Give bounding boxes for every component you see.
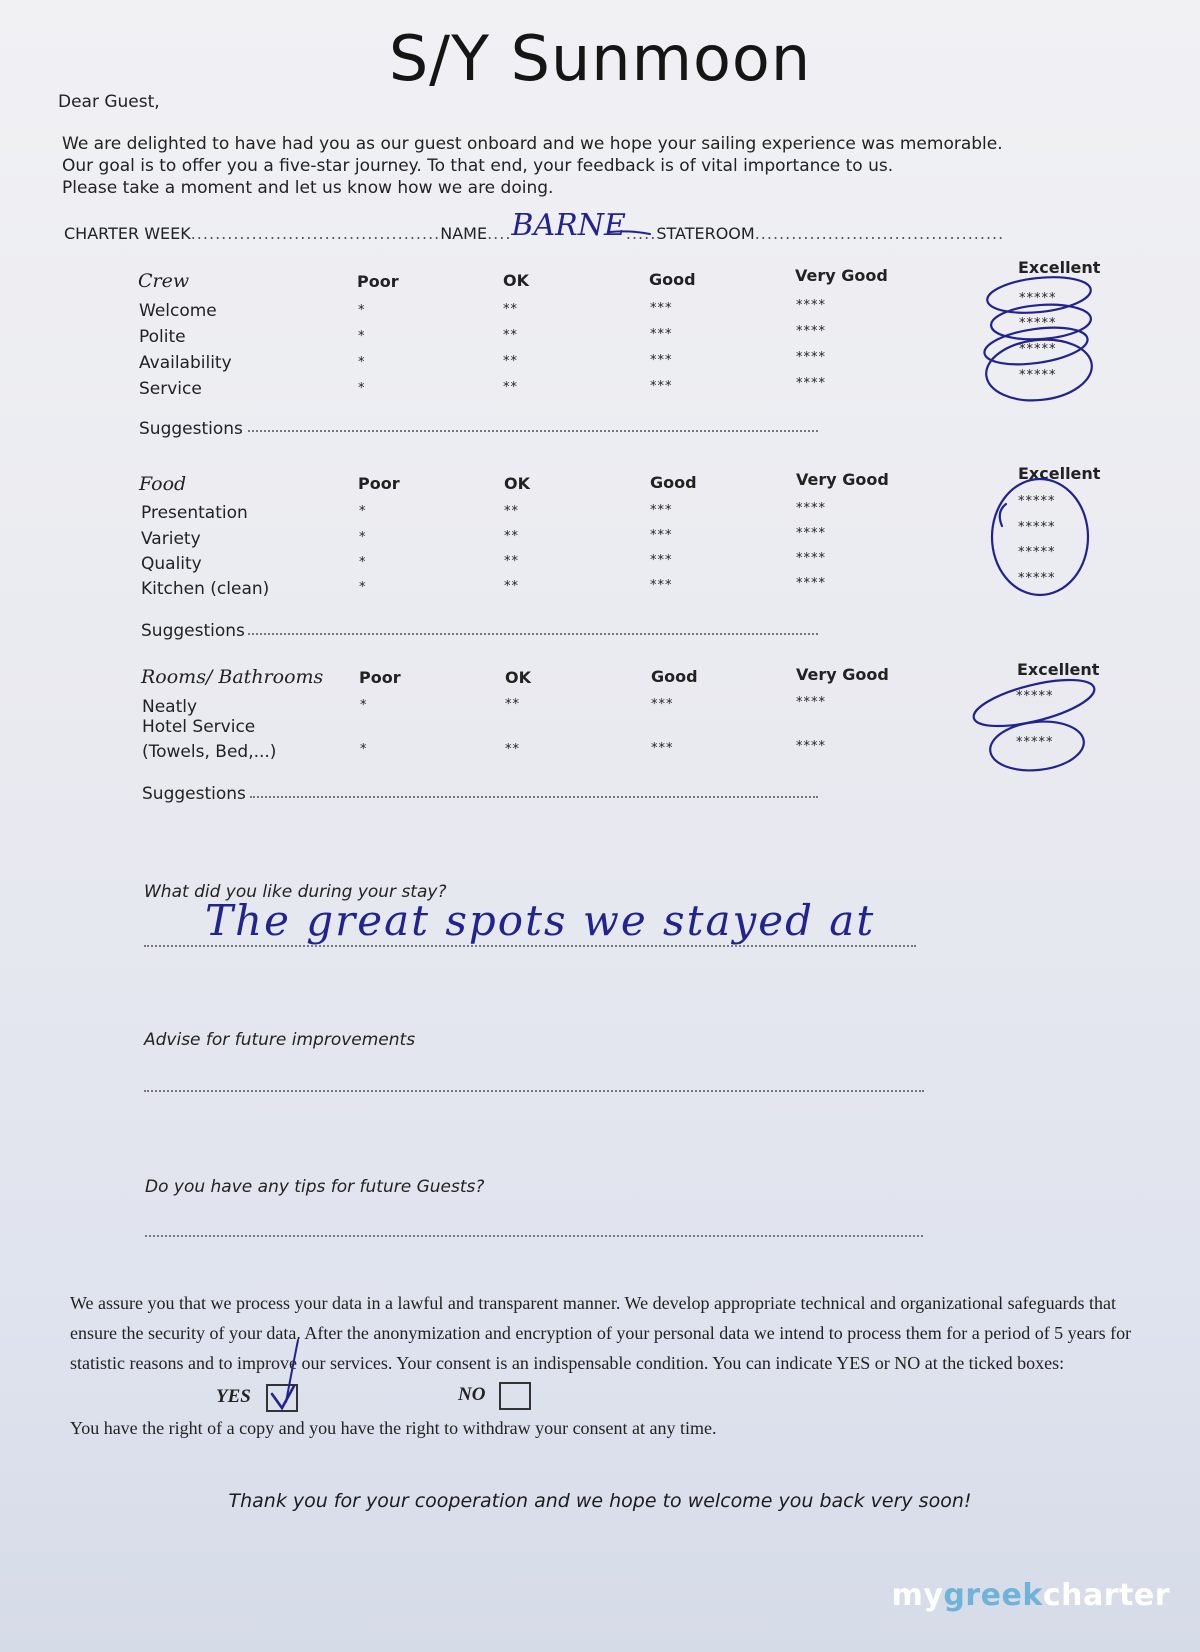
intro-line: Please take a moment and let us know how we are doing. bbox=[62, 178, 554, 198]
rating-option-poor[interactable]: * bbox=[360, 742, 368, 757]
question-liked-label: What did you like during your stay? bbox=[144, 882, 447, 902]
thank-you-message: Thank you for your cooperation and we hope to welcome you back very soon! bbox=[228, 1490, 972, 1512]
rating-option-ok[interactable]: ** bbox=[503, 328, 518, 343]
rating-option-ok[interactable]: ** bbox=[503, 302, 518, 317]
rating-option-good[interactable]: *** bbox=[650, 503, 673, 518]
rating-option-poor[interactable]: * bbox=[359, 555, 367, 570]
rating-option-excellent[interactable]: ***** bbox=[1019, 316, 1057, 331]
col-header-ok: OK bbox=[503, 271, 529, 290]
rating-option-ok[interactable]: ** bbox=[504, 554, 519, 569]
rating-row-label: Neatly bbox=[142, 697, 198, 717]
rating-option-very-good[interactable]: **** bbox=[796, 576, 826, 591]
question-liked-answer[interactable]: The great spots we stayed at bbox=[205, 896, 876, 945]
rating-option-ok[interactable]: ** bbox=[505, 697, 520, 712]
selection-circle bbox=[969, 671, 1098, 736]
rating-row-label: Availability bbox=[139, 353, 232, 373]
form-title: S/Y Sunmoon bbox=[388, 22, 812, 95]
rating-option-good[interactable]: *** bbox=[650, 327, 673, 342]
rating-option-very-good[interactable]: **** bbox=[796, 350, 826, 365]
rating-option-poor[interactable]: * bbox=[359, 580, 367, 595]
name-flourish bbox=[610, 231, 650, 234]
rating-option-poor[interactable]: * bbox=[358, 381, 366, 396]
rating-option-very-good[interactable]: **** bbox=[796, 501, 826, 516]
rating-option-very-good[interactable]: **** bbox=[796, 376, 826, 391]
consent-text: We assure you that we process your data in a lawful and transparent manner. We develop appropriate technical and organizational safeguards that ensure the security of your data. After the anonymization and encryption of your personal data we intend to process them for a period of 5 years for statistic reasons and to improve our services. Your consent is an indispensable condition. You can indicate YES or NO at the ticked boxes: bbox=[70, 1293, 1132, 1373]
intro-line: Our goal is to offer you a five-star journey. To that end, your feedback is of vital importance to us. bbox=[62, 156, 894, 176]
col-header-very-good: Very Good bbox=[796, 470, 889, 489]
consent-rights-text: You have the right of a copy and you have the right to withdraw your consent at any time. bbox=[70, 1418, 717, 1438]
watermark-part: charter bbox=[1042, 1578, 1170, 1613]
col-header-excellent: Excellent bbox=[1018, 464, 1101, 483]
col-header-excellent: Excellent bbox=[1017, 660, 1100, 679]
name-field-value[interactable]: BARNE bbox=[511, 208, 626, 243]
rating-option-very-good[interactable]: **** bbox=[796, 551, 826, 566]
rating-option-ok[interactable]: ** bbox=[503, 380, 518, 395]
rating-option-excellent[interactable]: ***** bbox=[1018, 545, 1056, 560]
rating-option-good[interactable]: *** bbox=[650, 553, 673, 568]
consent-yes-label: YES bbox=[216, 1386, 251, 1407]
col-header-ok: OK bbox=[504, 474, 530, 493]
col-header-good: Good bbox=[649, 270, 696, 289]
rating-option-poor[interactable]: * bbox=[360, 698, 368, 713]
rating-option-good[interactable]: *** bbox=[650, 379, 673, 394]
col-header-very-good: Very Good bbox=[796, 665, 889, 684]
rating-row-label: Kitchen (clean) bbox=[141, 579, 270, 599]
rating-option-excellent[interactable]: ***** bbox=[1018, 520, 1056, 535]
col-header-poor: Poor bbox=[357, 272, 399, 291]
suggestions-label: Suggestions bbox=[139, 419, 243, 439]
header-fields-row: CHARTER WEEK.........................................NAME....BARNE.....STATEROOM......................................... bbox=[64, 208, 1005, 243]
rating-option-very-good[interactable]: **** bbox=[796, 298, 826, 313]
col-header-ok: OK bbox=[505, 668, 531, 687]
rating-row-label: Presentation bbox=[141, 503, 248, 523]
rating-row-label: Variety bbox=[141, 529, 201, 549]
rating-option-excellent[interactable]: ***** bbox=[1018, 494, 1056, 509]
question-improvements-label: Advise for future improvements bbox=[144, 1030, 416, 1050]
rating-option-very-good[interactable]: **** bbox=[796, 695, 826, 710]
rating-row-label: Quality bbox=[141, 554, 202, 574]
charter-week-label: CHARTER WEEK bbox=[64, 224, 191, 243]
rating-option-very-good[interactable]: **** bbox=[796, 324, 826, 339]
checkmark-icon bbox=[272, 1386, 294, 1408]
rating-option-excellent[interactable]: ***** bbox=[1018, 571, 1056, 586]
col-header-poor: Poor bbox=[359, 668, 401, 687]
greeting: Dear Guest, bbox=[58, 92, 160, 112]
rating-row-label-2: (Towels, Bed,...) bbox=[142, 742, 277, 762]
consent-no-label: NO bbox=[458, 1384, 486, 1405]
col-header-poor: Poor bbox=[358, 474, 400, 493]
selection-circle bbox=[986, 273, 1093, 318]
rating-option-excellent[interactable]: ***** bbox=[1016, 735, 1054, 750]
intro-line: We are delighted to have had you as our guest onboard and we hope your sailing experience was memorable. bbox=[62, 134, 1003, 154]
suggestions-label: Suggestions bbox=[142, 784, 246, 804]
selection-circle bbox=[983, 335, 1095, 406]
rating-option-good[interactable]: *** bbox=[650, 301, 673, 316]
section-title-food: Food bbox=[139, 473, 187, 495]
rating-option-excellent[interactable]: ***** bbox=[1019, 368, 1057, 383]
rating-option-good[interactable]: *** bbox=[650, 353, 673, 368]
col-header-good: Good bbox=[651, 667, 698, 686]
stateroom-field[interactable]: ......................................... bbox=[754, 224, 1005, 243]
col-header-good: Good bbox=[650, 473, 697, 492]
rating-option-excellent[interactable]: ***** bbox=[1016, 689, 1054, 704]
stateroom-label: STATEROOM bbox=[656, 224, 755, 243]
rating-row-label: Hotel Service bbox=[142, 717, 256, 737]
rating-option-good[interactable]: *** bbox=[650, 528, 673, 543]
charter-week-field[interactable]: ......................................... bbox=[190, 224, 441, 243]
rating-option-ok[interactable]: ** bbox=[504, 529, 519, 544]
rating-option-poor[interactable]: * bbox=[358, 329, 366, 344]
col-header-very-good: Very Good bbox=[795, 266, 888, 285]
rating-option-excellent[interactable]: ***** bbox=[1019, 291, 1057, 306]
rating-row-label: Welcome bbox=[139, 301, 217, 321]
rating-option-excellent[interactable]: ***** bbox=[1019, 342, 1057, 357]
rating-option-good[interactable]: *** bbox=[650, 578, 673, 593]
rating-option-ok[interactable]: ** bbox=[504, 579, 519, 594]
rating-option-very-good[interactable]: **** bbox=[796, 739, 826, 754]
watermark-part: greek bbox=[943, 1578, 1043, 1613]
rating-option-poor[interactable]: * bbox=[359, 530, 367, 545]
suggestions-label: Suggestions bbox=[141, 621, 245, 641]
rating-option-poor[interactable]: * bbox=[358, 355, 366, 370]
rating-row-label: Polite bbox=[139, 327, 186, 347]
rating-option-good[interactable]: *** bbox=[651, 697, 674, 712]
section-title-crew: Crew bbox=[138, 270, 190, 292]
rating-option-ok[interactable]: ** bbox=[504, 504, 519, 519]
question-tips-label: Do you have any tips for future Guests? bbox=[145, 1177, 485, 1197]
col-header-excellent: Excellent bbox=[1018, 258, 1101, 277]
rating-row-label: Service bbox=[139, 379, 202, 399]
name-label: NAME bbox=[440, 224, 488, 243]
watermark-part: my bbox=[891, 1578, 944, 1613]
rating-option-ok[interactable]: ** bbox=[505, 742, 520, 757]
selection-stroke bbox=[1000, 504, 1006, 526]
rating-option-very-good[interactable]: **** bbox=[796, 526, 826, 541]
checkmark-tail bbox=[286, 1340, 298, 1402]
selection-circle bbox=[992, 479, 1088, 595]
section-title-rooms: Rooms/ Bathrooms bbox=[141, 666, 324, 688]
rating-option-poor[interactable]: * bbox=[359, 504, 367, 519]
rating-option-good[interactable]: *** bbox=[651, 741, 674, 756]
rating-option-ok[interactable]: ** bbox=[503, 354, 518, 369]
rating-option-poor[interactable]: * bbox=[358, 303, 366, 318]
